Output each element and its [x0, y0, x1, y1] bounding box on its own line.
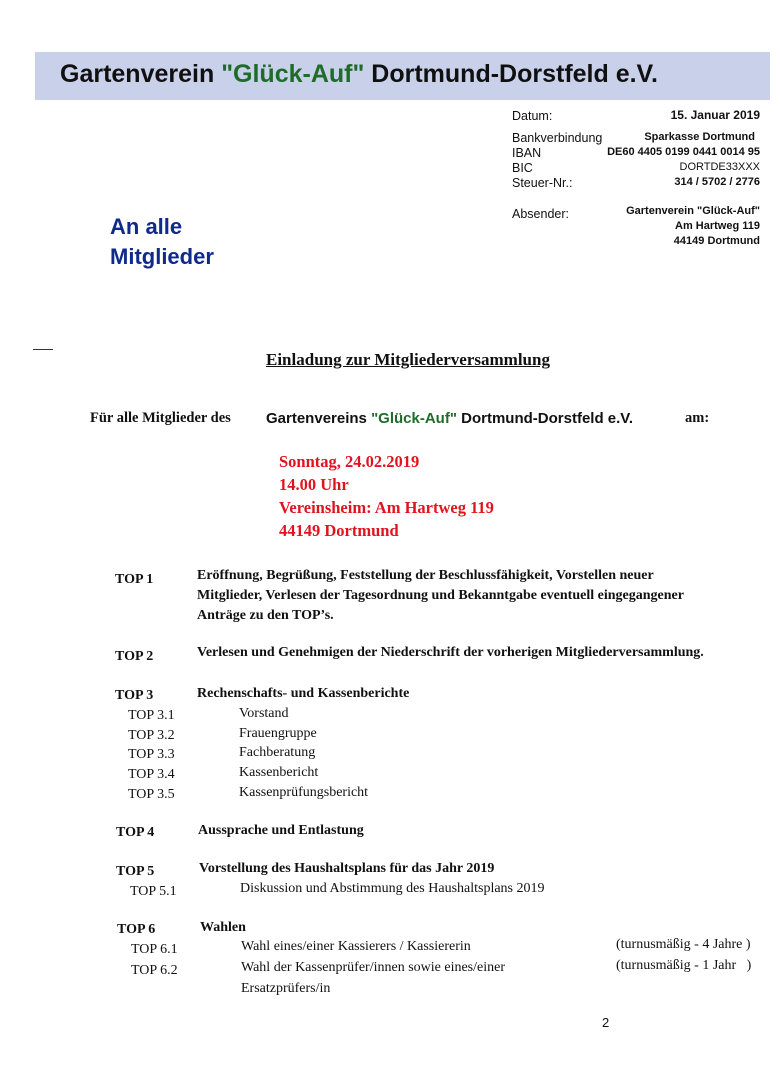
- recipient: [110, 212, 214, 272]
- top3-1-label: TOP 3.1: [128, 708, 175, 723]
- bic-label: BIC: [512, 161, 533, 175]
- top5-1-label: TOP 5.1: [130, 884, 177, 899]
- top6-1-label: TOP 6.1: [131, 942, 178, 957]
- for-line-club: Gartenvereins "Glück-Auf" Dortmund-Dorstfeld e.V.: [266, 410, 634, 427]
- top5-label: TOP 5: [116, 864, 155, 879]
- absender-line-3: 44149 Dortmund: [673, 235, 760, 247]
- top5-text: Vorstellung des Haushaltsplans für das Jahr 2019: [199, 861, 495, 876]
- margin-dash: [33, 349, 53, 350]
- steuer-value: 314 / 5702 / 2776: [674, 176, 760, 188]
- top6-2-note: (turnusmäßig - 1 Jahr ): [616, 958, 752, 973]
- bank-value: Sparkasse Dortmund: [644, 131, 755, 143]
- datum-value: 15. Januar 2019: [670, 108, 760, 122]
- top3-5-label: TOP 3.5: [128, 787, 175, 802]
- datum-label: Datum:: [512, 109, 553, 123]
- top2-text: Verlesen und Genehmigen der Niederschrift der vorherigen Mitgliederversammlung.: [197, 645, 704, 660]
- top6-label: TOP 6: [117, 922, 156, 937]
- recipient-line-2: Mitglieder: [110, 244, 214, 269]
- top3-3-text: Fachberatung: [239, 745, 316, 760]
- absender-line-2: Am Hartweg 119: [675, 220, 760, 232]
- top3-5-text: Kassenprüfungsbericht: [239, 785, 369, 800]
- top3-1-text: Vorstand: [239, 706, 289, 721]
- top6-1-note: (turnusmäßig - 4 Jahre ): [616, 937, 751, 952]
- event-date: Sonntag, 24.02.2019: [279, 452, 420, 471]
- top6-2-text: Wahl der Kassenprüfer/innen sowie eines/einer: [241, 960, 505, 975]
- bank-label: Bankverbindung: [512, 131, 603, 145]
- iban-label: IBAN: [512, 146, 542, 160]
- absender-label: Absender:: [512, 207, 569, 221]
- invitation-heading: Einladung zur Mitgliederversammlung: [266, 350, 550, 369]
- top4-label: TOP 4: [116, 825, 155, 840]
- top5-1-text: Diskussion und Abstimmung des Haushaltsplans 2019: [240, 881, 545, 896]
- top1-text: Eröffnung, Begrüßung, Feststellung der Beschlussfähigkeit, Vorstellen neuer Mitglieder, Verlesen der Tagesordnung und Bekanntgabe eventuell eingegangener Anträge zu den TOP’s.: [197, 568, 684, 623]
- top3-4-label: TOP 3.4: [128, 767, 175, 782]
- top2-label: TOP 2: [115, 649, 154, 664]
- iban-value: DE60 4405 0199 0441 0014 95: [607, 146, 760, 158]
- top3-text: Rechenschafts- und Kassenberichte: [197, 686, 410, 701]
- steuer-label: Steuer-Nr.:: [512, 176, 573, 190]
- absender-line-1: Gartenverein "Glück-Auf": [626, 205, 760, 217]
- event-details: [279, 450, 494, 542]
- top3-label: TOP 3: [115, 688, 154, 703]
- top3-2-label: TOP 3.2: [128, 728, 175, 743]
- event-time: 14.00 Uhr: [279, 475, 349, 494]
- top3-2-text: Frauengruppe: [239, 726, 317, 741]
- club-title: Gartenverein "Glück-Auf" Dortmund-Dorstfeld e.V.: [60, 60, 658, 88]
- for-line-suffix: am:: [685, 410, 710, 426]
- page-number: 2: [602, 1015, 610, 1030]
- bic-value: DORTDE33XXX: [679, 161, 760, 173]
- recipient-line-1: An alle: [110, 214, 183, 239]
- top6-1-text: Wahl eines/einer Kassierers / Kassiererin: [241, 939, 471, 954]
- top6-2-label: TOP 6.2: [131, 963, 178, 978]
- top4-text: Aussprache und Entlastung: [198, 823, 364, 838]
- for-line-prefix: Für alle Mitglieder des: [90, 410, 231, 426]
- top6-2-text-cont: Ersatzprüfers/in: [241, 981, 331, 996]
- top3-3-label: TOP 3.3: [128, 747, 175, 762]
- top3-4-text: Kassenbericht: [239, 765, 319, 780]
- event-venue: Vereinsheim: Am Hartweg 119: [279, 498, 494, 517]
- top6-text: Wahlen: [200, 920, 246, 935]
- event-city: 44149 Dortmund: [279, 521, 399, 540]
- top1-label: TOP 1: [115, 572, 154, 587]
